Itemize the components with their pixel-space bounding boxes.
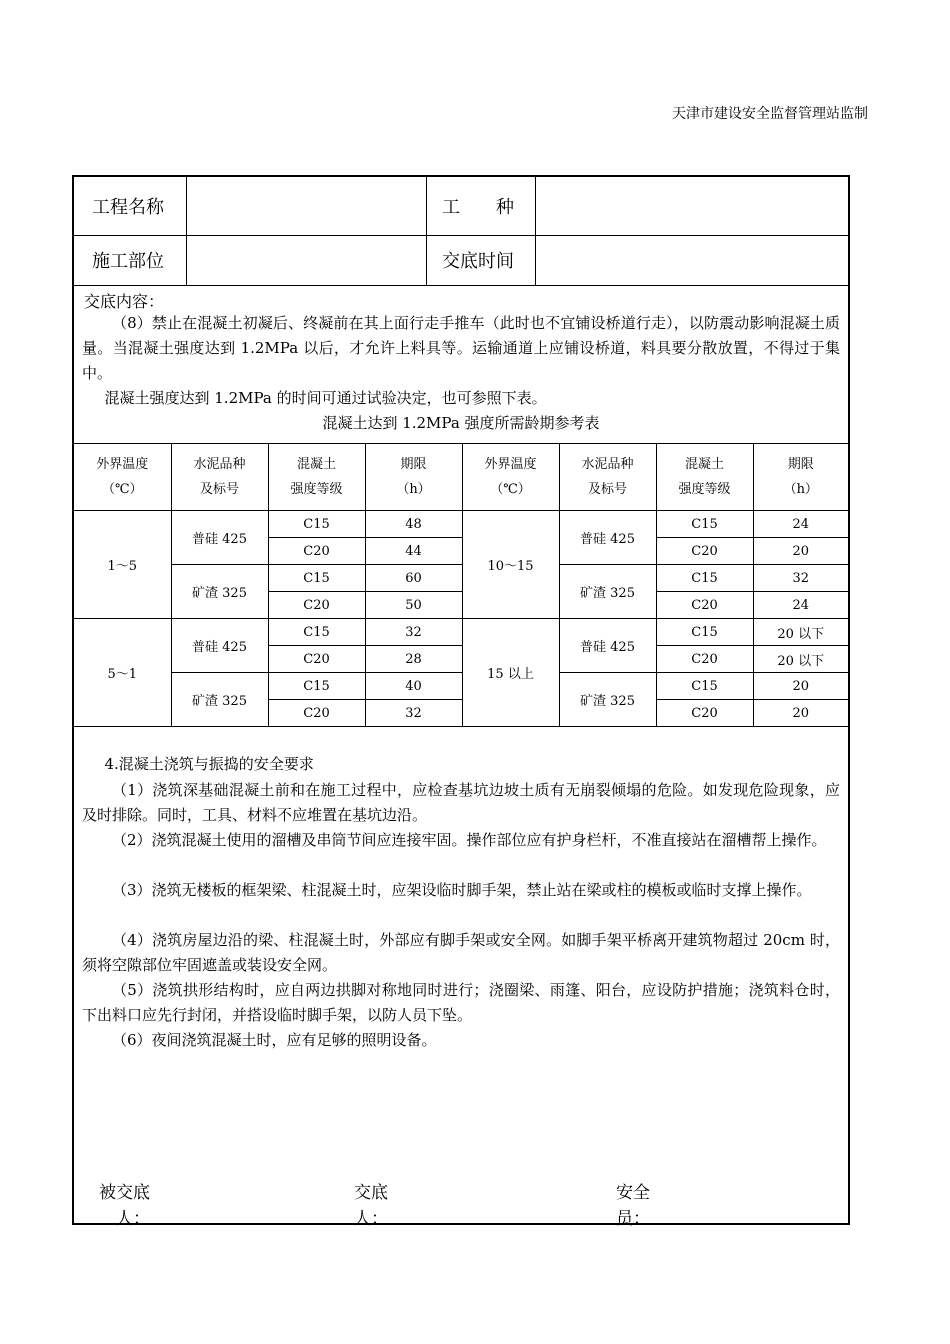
hours-cell: 28 <box>365 646 462 673</box>
hours-cell: 50 <box>365 592 462 619</box>
hours-cell: 32 <box>753 565 848 592</box>
cement-cell: 矿渣 325 <box>559 673 656 727</box>
section-4-title: 4.混凝土浇筑与振捣的安全要求 <box>104 755 314 773</box>
giver-signature[interactable] <box>354 1180 388 1232</box>
hours-cell: 60 <box>365 565 462 592</box>
header-strength-grade: 混凝土 强度等级 <box>268 444 365 511</box>
grade-cell: C15 <box>268 565 365 592</box>
temperature-cell: 1～5 <box>74 511 171 619</box>
info-row-2 <box>74 235 848 286</box>
hours-cell: 20 <box>753 673 848 700</box>
temperature-cell: 10～15 <box>462 511 559 619</box>
header-cement-type: 水泥品种 及标号 <box>171 444 268 511</box>
hours-cell: 24 <box>753 592 848 619</box>
grade-cell: C15 <box>656 619 753 646</box>
table-row <box>74 673 848 700</box>
table-header-row <box>74 444 848 511</box>
hours-cell: 20 <box>753 700 848 727</box>
table-title: 混凝土达到 1.2MPa 强度所需龄期参考表 <box>322 414 600 432</box>
header-duration: 期限 （h） <box>753 444 848 511</box>
grade-cell: C15 <box>268 619 365 646</box>
cement-cell: 矿渣 325 <box>171 565 268 619</box>
header-temperature: 外界温度 （℃） <box>74 444 171 511</box>
project-name-label: 工程名称 <box>92 197 164 218</box>
safety-label-line1: 安全 <box>616 1183 650 1203</box>
receiver-signature[interactable] <box>99 1180 150 1232</box>
hours-cell: 44 <box>365 538 462 565</box>
issuing-organization: 天津市建设安全监督管理站监制 <box>672 106 868 122</box>
grade-cell: C20 <box>268 700 365 727</box>
disclosure-time-label: 交底时间 <box>442 251 514 272</box>
table-row <box>74 511 848 538</box>
header-temperature: 外界温度 （℃） <box>462 444 559 511</box>
curing-time-reference-table <box>74 443 848 727</box>
cement-cell: 普硅 425 <box>559 511 656 565</box>
grade-cell: C20 <box>268 538 365 565</box>
header-cement-type: 水泥品种 及标号 <box>559 444 656 511</box>
grade-cell: C15 <box>268 673 365 700</box>
temperature-cell: 5～1 <box>74 619 171 727</box>
cement-cell: 普硅 425 <box>171 619 268 673</box>
grade-cell: C20 <box>656 538 753 565</box>
section-4-item-2: （2）浇筑混凝土使用的溜槽及串筒节间应连接牢固。操作部位应有护身栏杆，不准直接站在溜槽帮上操作。 <box>112 831 827 849</box>
content-heading: 交底内容： <box>84 292 165 311</box>
cement-cell: 矿渣 325 <box>171 673 268 727</box>
paragraph-item-8: （8）禁止在混凝土初凝后、终凝前在其上面行走手推车（此时也不宜铺设桥道行走），以防震动影响混凝土质量。当混凝土强度达到 1.2MPa 以后，才允许上料具等。运输通道上应铺设桥道，料具要分散放置，不得过于集中。 <box>82 314 840 382</box>
grade-cell: C15 <box>656 565 753 592</box>
paragraph-strength-note: 混凝土强度达到 1.2MPa 的时间可通过试验决定，也可参照下表。 <box>104 389 547 407</box>
trade-label: 工 种 <box>442 197 514 218</box>
section-4-item-6: （6）夜间浇筑混凝土时，应有足够的照明设备。 <box>112 1031 437 1049</box>
grade-cell: C20 <box>268 646 365 673</box>
hours-cell: 32 <box>365 700 462 727</box>
grade-cell: C15 <box>656 511 753 538</box>
hours-cell: 24 <box>753 511 848 538</box>
hours-cell: 20 以下 <box>753 619 848 646</box>
grade-cell: C20 <box>656 592 753 619</box>
temperature-cell: 15 以上 <box>462 619 559 727</box>
hours-cell: 40 <box>365 673 462 700</box>
hours-cell: 48 <box>365 511 462 538</box>
safety-officer-signature[interactable] <box>616 1180 650 1232</box>
receiver-label-line2: 人： <box>99 1209 150 1229</box>
header-duration: 期限 （h） <box>365 444 462 511</box>
grade-cell: C15 <box>656 673 753 700</box>
construction-location-label: 施工部位 <box>92 251 164 272</box>
safety-label-line2: 员： <box>616 1209 650 1229</box>
header-strength-grade: 混凝土 强度等级 <box>656 444 753 511</box>
disclosure-form <box>72 175 850 1229</box>
cement-cell: 矿渣 325 <box>559 565 656 619</box>
section-4-item-5: （5）浇筑拱形结构时，应自两边拱脚对称地同时进行；浇圈梁、雨篷、阳台，应设防护措施；浇筑料仓时，下出料口应先行封闭，并搭设临时脚手架，以防人员下坠。 <box>82 981 840 1024</box>
info-row-1 <box>74 177 848 236</box>
table-row <box>74 619 848 646</box>
grade-cell: C15 <box>268 511 365 538</box>
section-4-item-3: （3）浇筑无楼板的框架梁、柱混凝土时，应架设临时脚手架，禁止站在梁或柱的模板或临时支撑上操作。 <box>112 881 812 899</box>
section-4-item-1: （1）浇筑深基础混凝土前和在施工过程中，应检查基坑边坡土质有无崩裂倾塌的危险。如发现危险现象，应及时排除。同时，工具、材料不应堆置在基坑边沿。 <box>82 781 840 824</box>
grade-cell: C20 <box>656 646 753 673</box>
section-4-item-4: （4）浇筑房屋边沿的梁、柱混凝土时，外部应有脚手架或安全网。如脚手架平桥离开建筑物超过 20cm 时，须将空隙部位牢固遮盖或装设安全网。 <box>82 931 840 974</box>
hours-cell: 20 <box>753 538 848 565</box>
grade-cell: C20 <box>656 700 753 727</box>
receiver-label-line1: 被交底 <box>99 1183 150 1203</box>
cement-cell: 普硅 425 <box>559 619 656 673</box>
hours-cell: 20 以下 <box>753 646 848 673</box>
cement-cell: 普硅 425 <box>171 511 268 565</box>
giver-label-line1: 交底 <box>354 1183 388 1203</box>
grade-cell: C20 <box>268 592 365 619</box>
giver-label-line2: 人： <box>354 1209 388 1229</box>
table-row <box>74 565 848 592</box>
hours-cell: 32 <box>365 619 462 646</box>
